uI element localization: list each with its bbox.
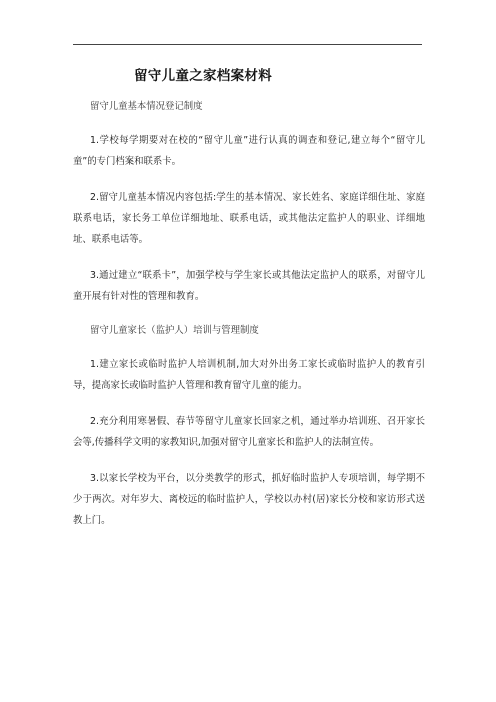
section-heading-registration: 留守儿童基本情况登记制度 xyxy=(90,101,203,112)
paragraph: 2.充分利用寒暑假、春节等留守儿童家长回家之机，通过举办培训班、召开家长会等,传播科学文明的家教知识,加强对留守儿童家长和监护人的法制宣传。 xyxy=(73,416,425,448)
paragraph: 2.留守儿童基本情况内容包括:学生的基本情况、家长姓名、家庭详细住址、家庭联系电话，家长务工单位详细地址、联系电话，或其他法定监护人的职业、详细地址、联系电话等。 xyxy=(73,192,425,245)
document-title: 留守儿童之家档案材料 xyxy=(134,68,272,84)
paragraph: 1.学校每学期要对在校的“留守儿童”进行认真的调查和登记,建立每个“留守儿童”的专门档案和联系卡。 xyxy=(73,135,425,167)
document-body xyxy=(73,98,425,531)
paragraph: 3.以家长学校为平台，以分类教学的形式，抓好临时监护人专项培训，每学期不少于两次。对年岁大、离校远的临时监护人，学校以办村(居)家长分校和家访形式送教上门。 xyxy=(73,473,425,526)
section-heading-guardian-training: 留守儿童家长（监护人）培训与管理制度 xyxy=(90,325,259,336)
paragraph: 1.建立家长或临时监护人培训机制,加大对外出务工家长或临时监护人的教育引导，提高家长或临时监护人管理和教育留守儿童的能力。 xyxy=(73,359,425,391)
header-rule xyxy=(73,44,422,45)
paragraph: 3.通过建立“联系卡”，加强学校与学生家长或其他法定监护人的联系，对留守儿童开展有针对性的管理和教育。 xyxy=(73,270,425,302)
